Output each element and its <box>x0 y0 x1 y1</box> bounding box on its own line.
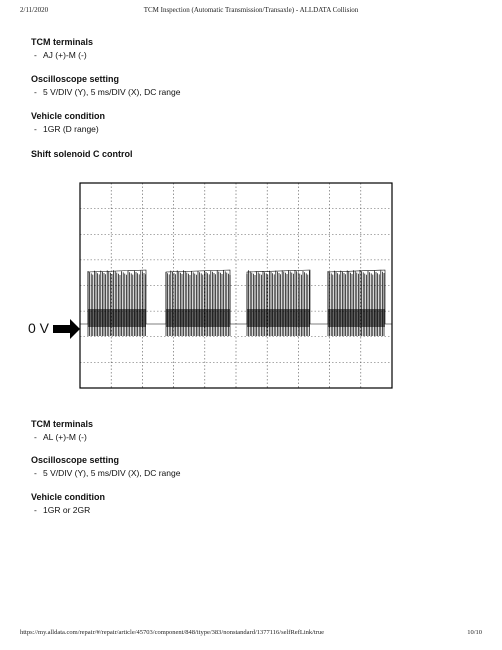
section-item-text: 1GR or 2GR <box>43 505 91 515</box>
section-title-tcm-terminals: TCM terminals <box>31 37 94 47</box>
waveform-bursts <box>88 270 385 336</box>
burst-dense-band <box>88 309 146 327</box>
pwm-burst <box>88 270 146 336</box>
section-item-text: 5 V/DIV (Y), 5 ms/DIV (X), DC range <box>43 468 181 478</box>
section-item-text: 5 V/DIV (Y), 5 ms/DIV (X), DC range <box>43 87 181 97</box>
section-item-text: AL (+)-M (-) <box>43 432 87 442</box>
zero-volt-arrow-icon <box>53 319 80 339</box>
section-title-vehicle-condition: Vehicle condition <box>31 111 106 121</box>
section-item-vehicle-condition <box>34 124 99 134</box>
section-title-oscilloscope-setting-2: Oscilloscope setting <box>31 455 120 465</box>
burst-dense-band <box>328 309 385 327</box>
burst-dense-band <box>166 309 230 327</box>
bullet-dash: - <box>34 124 37 134</box>
bullet-dash: - <box>34 87 37 97</box>
pwm-burst <box>166 270 230 336</box>
burst-dense-band <box>247 309 310 327</box>
section-item-vehicle-condition-2 <box>34 505 90 515</box>
print-date: 2/11/2020 <box>20 6 49 14</box>
section-item-text: AJ (+)-M (-) <box>43 50 87 60</box>
pwm-burst <box>247 270 310 336</box>
zero-volt-label: 0 V <box>28 320 50 336</box>
bullet-dash: - <box>34 468 37 478</box>
section-title-oscilloscope-setting: Oscilloscope setting <box>31 74 120 84</box>
section-item-text: 1GR (D range) <box>43 124 99 134</box>
section-item-oscilloscope-setting <box>34 87 180 97</box>
section-title-tcm-terminals-2: TCM terminals <box>31 419 94 429</box>
page-header-title: TCM Inspection (Automatic Transmission/Transaxle) - ALLDATA Collision <box>143 6 359 14</box>
bullet-dash: - <box>34 505 37 515</box>
bullet-dash: - <box>34 432 37 442</box>
oscilloscope-waveform <box>0 178 502 396</box>
scope-grid <box>80 183 392 388</box>
figure-title: Shift solenoid C control <box>31 149 133 159</box>
page-number: 10/10 <box>467 629 482 636</box>
section-item-tcm-terminals <box>34 50 87 60</box>
section-item-tcm-terminals-2 <box>34 432 87 442</box>
section-title-vehicle-condition-2: Vehicle condition <box>31 492 106 502</box>
bullet-dash: - <box>34 50 37 60</box>
page-url: https://my.alldata.com/repair/#/repair/article/45703/component/848/itype/383/nonstandard/1377116/selfRefLink/true <box>20 629 325 636</box>
pwm-burst <box>328 270 385 336</box>
section-item-oscilloscope-setting-2 <box>34 468 180 478</box>
